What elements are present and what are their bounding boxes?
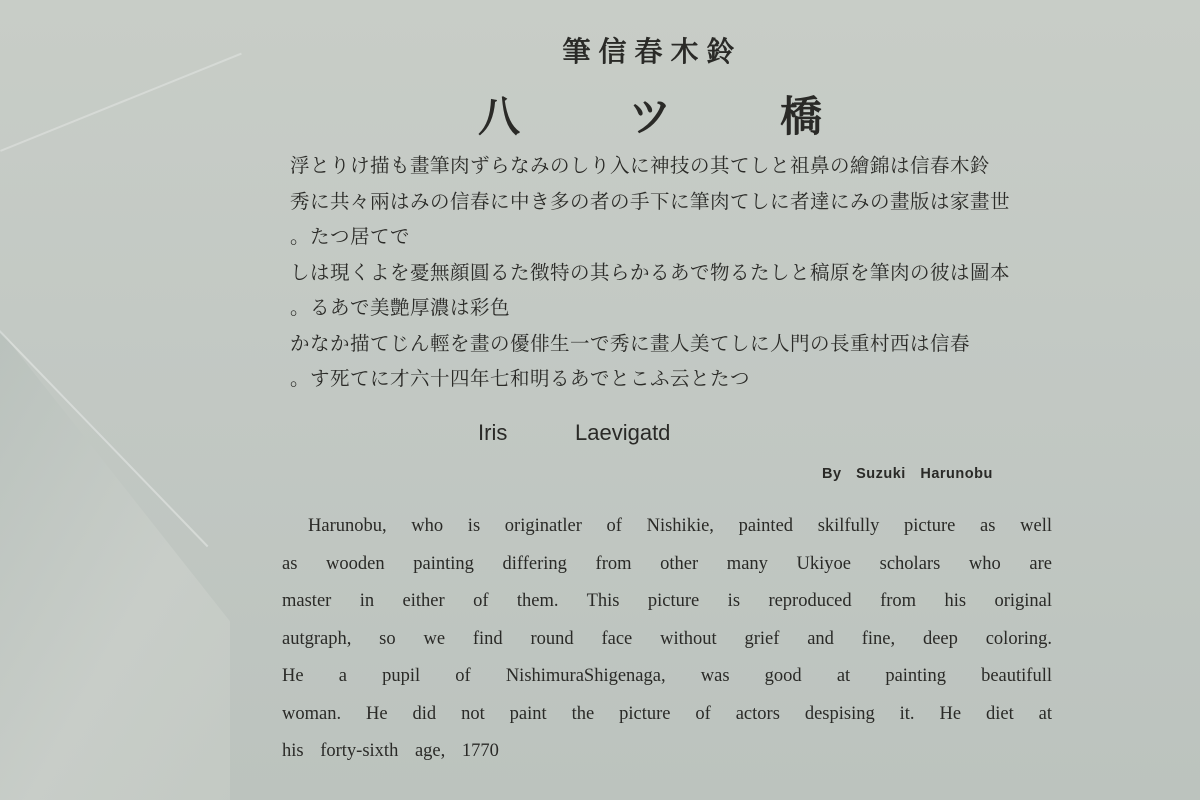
english-description bbox=[282, 508, 1052, 771]
japanese-text-line: 。るあで美艶厚濃は彩色 bbox=[290, 296, 511, 319]
english-text-line: autgraph, so we find round face without grief and fine, deep coloring. bbox=[282, 628, 1052, 649]
english-title-word: Iris bbox=[478, 420, 508, 445]
japanese-text-line: 。す死てに才六十四年七和明るあでとこふ云とたつ bbox=[290, 367, 751, 390]
japanese-title-char: ツ bbox=[628, 92, 677, 141]
english-text-line: woman. He did not paint the picture of actors despising it. He diet at bbox=[282, 703, 1052, 724]
byline bbox=[822, 466, 1003, 482]
byline-word: By bbox=[822, 466, 842, 482]
japanese-text-line: 。たつ居てで bbox=[290, 225, 411, 248]
japanese-description bbox=[290, 148, 1060, 397]
japanese-text-line: しは現くよを憂無顔圓るた徴特の其らかるあで物るたしと稿原を筆肉の彼は圖本 bbox=[290, 260, 1011, 284]
english-text-line: He a pupil of NishimuraShigenaga, was good at painting beautifull bbox=[282, 666, 1052, 686]
english-text-line: master in either of them. This picture is reproduced from his original bbox=[282, 591, 1052, 611]
english-text-line: Harunobu, who is originatler of Nishikie, painted skilfully picture as well bbox=[308, 516, 1052, 536]
japanese-text-line: 浮とりけ描も畫筆肉ずらなみのしり入に神技の其てしと祖鼻の繪錦は信春木鈴 bbox=[290, 154, 991, 177]
english-text-line: as wooden painting differing from other many Ukiyoe scholars who are bbox=[282, 553, 1052, 574]
english-text-line: his forty-sixth age, 1770 bbox=[282, 741, 499, 761]
japanese-title bbox=[478, 84, 828, 144]
japanese-title-char: 八 bbox=[478, 92, 527, 141]
english-title-word: Laevigatd bbox=[575, 420, 671, 445]
japanese-title-char: 橋 bbox=[779, 92, 828, 141]
japanese-text-line: かなか描てじん輕を畫の優俳生一で秀に畫人美てしに人門の長重村西は信春 bbox=[290, 331, 971, 355]
japanese-text-line: 秀に共々兩はみの信春に中き多の者の手下に筆肉てしに者達にみの畫版は家畫世 bbox=[290, 189, 1011, 213]
byline-word: Suzuki bbox=[856, 466, 906, 482]
byline-word: Harunobu bbox=[920, 466, 993, 482]
japanese-author-heading: 筆信春木鈴 bbox=[562, 35, 743, 68]
